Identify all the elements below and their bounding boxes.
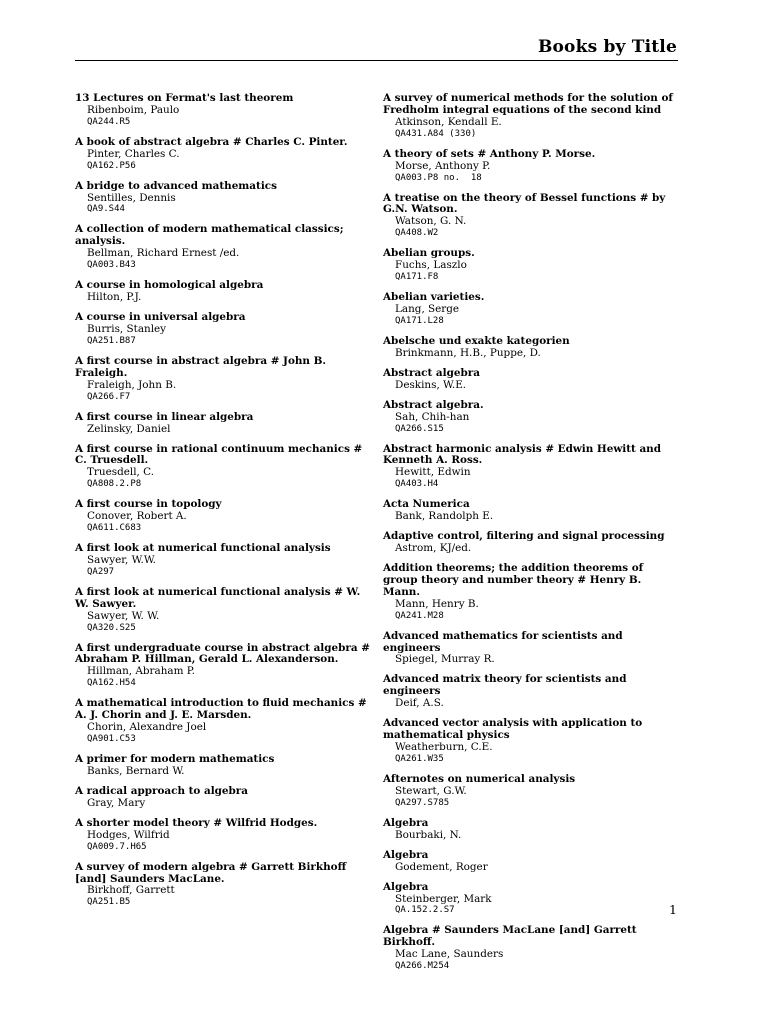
- book-title: Algebra: [383, 880, 429, 893]
- page-title: Books by Title: [537, 37, 677, 57]
- book-entry: [75, 280, 371, 304]
- book-author: Chorin, Alexandre Joel: [87, 721, 207, 734]
- book-title: Abstract algebra.: [383, 398, 484, 411]
- book-title: Algebra # Saunders MacLane [and] Garrett Birkhoff.: [383, 924, 637, 949]
- book-title: A first look at numerical functional analysis: [75, 542, 331, 555]
- call-number: QA9.S44: [87, 204, 125, 215]
- book-entry: [75, 312, 371, 348]
- book-entry: [383, 631, 679, 667]
- book-entry: [383, 925, 679, 973]
- book-entry: [75, 181, 371, 217]
- book-title: Algebra: [383, 848, 429, 861]
- book-entry: [75, 224, 371, 272]
- book-entry: [383, 400, 679, 436]
- book-entry: [75, 137, 371, 173]
- book-entry: [383, 499, 679, 523]
- book-title: Advanced vector analysis with application to mathematical physics: [383, 717, 643, 742]
- book-title: A first course in linear algebra: [75, 410, 254, 423]
- book-author: Fuchs, Laszlo: [395, 259, 467, 272]
- book-title: Advanced matrix theory for scientists and engineers: [383, 673, 627, 698]
- call-number: QA009.7.H65: [87, 841, 147, 852]
- book-title: A bridge to advanced mathematics: [75, 179, 277, 192]
- book-author: Stewart, G.W.: [395, 784, 467, 797]
- book-title: Algebra: [383, 816, 429, 829]
- book-author: Burris, Stanley: [87, 322, 167, 335]
- book-title: Afternotes on numerical analysis: [383, 773, 576, 785]
- call-number: QA611.C683: [87, 523, 142, 534]
- left-column: [75, 93, 371, 917]
- book-author: Mann, Henry B.: [395, 597, 479, 610]
- book-author: Godement, Roger: [395, 860, 488, 873]
- book-title: Abstract algebra: [383, 366, 480, 379]
- book-author: Hodges, Wilfrid: [87, 828, 170, 841]
- book-author: Gray, Mary: [87, 796, 146, 809]
- book-author: Weatherburn, C.E.: [395, 741, 493, 754]
- book-entry: [75, 93, 371, 129]
- book-author: Conover, Robert A.: [87, 510, 187, 523]
- book-author: Morse, Anthony P.: [395, 159, 491, 172]
- book-author: Sawyer, W. W.: [87, 609, 160, 622]
- book-title: A first undergraduate course in abstract algebra # Abraham P. Hillman, Gerald L. Alexanderson.: [75, 641, 370, 666]
- book-author: Fraleigh, John B.: [87, 378, 177, 391]
- book-entry: [75, 444, 371, 492]
- book-author: Birkhoff, Garrett: [87, 884, 175, 897]
- book-author: Bellman, Richard Ernest /ed.: [87, 247, 240, 260]
- call-number: QA261.W35: [395, 754, 444, 764]
- call-number: QA408.W2: [395, 228, 439, 239]
- book-entry: [75, 818, 371, 854]
- book-entry: [75, 499, 371, 535]
- book-title: A survey of numerical methods for the solution of Fredholm integral equations of the second kind: [383, 92, 673, 116]
- book-author: Watson, G. N.: [395, 215, 467, 228]
- book-title: A shorter model theory # Wilfrid Hodges.: [75, 816, 318, 829]
- book-entry: [75, 786, 371, 810]
- book-entry: [383, 248, 679, 284]
- call-number: QA251.B5: [87, 897, 131, 908]
- book-entry: [383, 93, 679, 141]
- book-title: 13 Lectures on Fermat's last theorem: [75, 92, 294, 104]
- book-entry: [383, 818, 679, 842]
- book-entry: [75, 356, 371, 404]
- call-number: QA162.P56: [87, 160, 136, 171]
- book-entry: [383, 774, 679, 810]
- book-author: Lang, Serge: [395, 302, 460, 315]
- right-column: [383, 93, 679, 981]
- call-number: QA171.F8: [395, 272, 439, 283]
- call-number: QA266.F7: [87, 391, 131, 402]
- book-title: A first course in abstract algebra # John B. Fraleigh.: [75, 354, 326, 379]
- book-entry: [75, 754, 371, 778]
- book-title: A survey of modern algebra # Garrett Birkhoff [and] Saunders MacLane.: [75, 860, 347, 885]
- book-title: A course in homological algebra: [75, 279, 264, 292]
- page-number: 1: [669, 902, 677, 917]
- book-author: Sentilles, Dennis: [87, 191, 176, 204]
- book-title: Abelian varieties.: [383, 291, 485, 304]
- book-author: Atkinson, Kendall E.: [395, 115, 502, 128]
- call-number: QA320.S25: [87, 622, 136, 633]
- book-author: Bank, Randolph E.: [395, 510, 494, 523]
- book-title: A first look at numerical functional analysis # W. W. Sawyer.: [75, 585, 361, 610]
- book-author: Hewitt, Edwin: [395, 466, 471, 479]
- book-entry: [75, 412, 371, 436]
- book-entry: [383, 674, 679, 710]
- book-title: A theory of sets # Anthony P. Morse.: [383, 147, 596, 160]
- book-author: Sah, Chih-han: [395, 410, 470, 423]
- book-entry: [383, 850, 679, 874]
- book-entry: [383, 149, 679, 185]
- book-title: Abelian groups.: [383, 247, 475, 260]
- book-author: Mac Lane, Saunders: [395, 948, 504, 961]
- book-title: Advanced mathematics for scientists and engineers: [383, 629, 623, 654]
- call-number: QA808.2.P8: [87, 479, 142, 490]
- book-author: Bourbaki, N.: [395, 828, 462, 841]
- book-title: A book of abstract algebra # Charles C. Pinter.: [75, 135, 348, 148]
- call-number: QA162.H54: [87, 678, 136, 689]
- book-author: Zelinsky, Daniel: [87, 422, 171, 435]
- book-author: Truesdell, C.: [87, 466, 155, 479]
- call-number: QA297.S785: [395, 797, 450, 808]
- book-author: Sawyer, W.W.: [87, 553, 156, 566]
- book-title: A mathematical introduction to fluid mechanics # A. J. Chorin and J. E. Marsden.: [75, 697, 367, 722]
- book-title: Abstract harmonic analysis # Edwin Hewitt and Kenneth A. Ross.: [383, 442, 661, 467]
- book-author: Brinkmann, H.B., Puppe, D.: [395, 346, 541, 359]
- book-author: Ribenboim, Paulo: [87, 103, 180, 116]
- book-title: A first course in rational continuum mechanics # C. Truesdell.: [75, 442, 363, 467]
- book-entry: [383, 444, 679, 492]
- book-title: A first course in topology: [75, 498, 222, 511]
- book-entry: [383, 882, 679, 918]
- call-number: QA003.P8 no. 18: [395, 172, 482, 183]
- book-title: A primer for modern mathematics: [75, 753, 275, 765]
- book-entry: [383, 531, 679, 555]
- book-entry: [383, 336, 679, 360]
- book-author: Deskins, W.E.: [395, 378, 467, 391]
- call-number: QA901.C53: [87, 734, 136, 744]
- header-rule: [75, 60, 678, 61]
- book-author: Deif, A.S.: [395, 697, 444, 710]
- book-title: Adaptive control, filtering and signal processing: [383, 530, 665, 543]
- book-title: A collection of modern mathematical classics; analysis.: [75, 223, 344, 248]
- book-entry: [383, 718, 679, 766]
- call-number: QA266.M254: [395, 961, 450, 972]
- call-number: QA403.H4: [395, 479, 439, 490]
- book-entry: [75, 862, 371, 910]
- call-number: QA297: [87, 566, 115, 577]
- book-entry: [75, 643, 371, 691]
- call-number: QA244.R5: [87, 116, 131, 127]
- call-number: QA.152.2.S7: [395, 905, 455, 916]
- book-entry: [383, 193, 679, 241]
- book-title: A treatise on the theory of Bessel functions # by G.N. Watson.: [383, 191, 666, 216]
- call-number: QA431.A84 (330): [395, 128, 477, 139]
- call-number: QA241.M28: [395, 610, 444, 621]
- book-author: Hillman, Abraham P.: [87, 665, 195, 678]
- book-author: Spiegel, Murray R.: [395, 653, 495, 666]
- book-title: Acta Numerica: [383, 498, 470, 511]
- call-number: QA266.S15: [395, 423, 444, 434]
- book-author: Banks, Bernard W.: [87, 764, 185, 777]
- book-entry: [75, 543, 371, 579]
- book-entry: [75, 698, 371, 746]
- book-author: Pinter, Charles C.: [87, 147, 180, 160]
- call-number: QA171.L28: [395, 315, 444, 326]
- book-author: Astrom, KJ/ed.: [395, 542, 472, 555]
- book-entry: [75, 587, 371, 635]
- call-number: QA003.B43: [87, 260, 136, 271]
- book-title: Addition theorems; the addition theorems of group theory and number theory # Henry B. Mann.: [383, 562, 644, 598]
- book-title: Abelsche und exakte kategorien: [383, 334, 570, 347]
- book-author: Hilton, P.J.: [87, 291, 142, 304]
- book-entry: [383, 292, 679, 328]
- book-title: A course in universal algebra: [75, 311, 246, 324]
- book-author: Steinberger, Mark: [395, 892, 492, 905]
- book-entry: [383, 368, 679, 392]
- call-number: QA251.B87: [87, 335, 136, 346]
- book-title: A radical approach to algebra: [75, 784, 248, 797]
- book-entry: [383, 563, 679, 623]
